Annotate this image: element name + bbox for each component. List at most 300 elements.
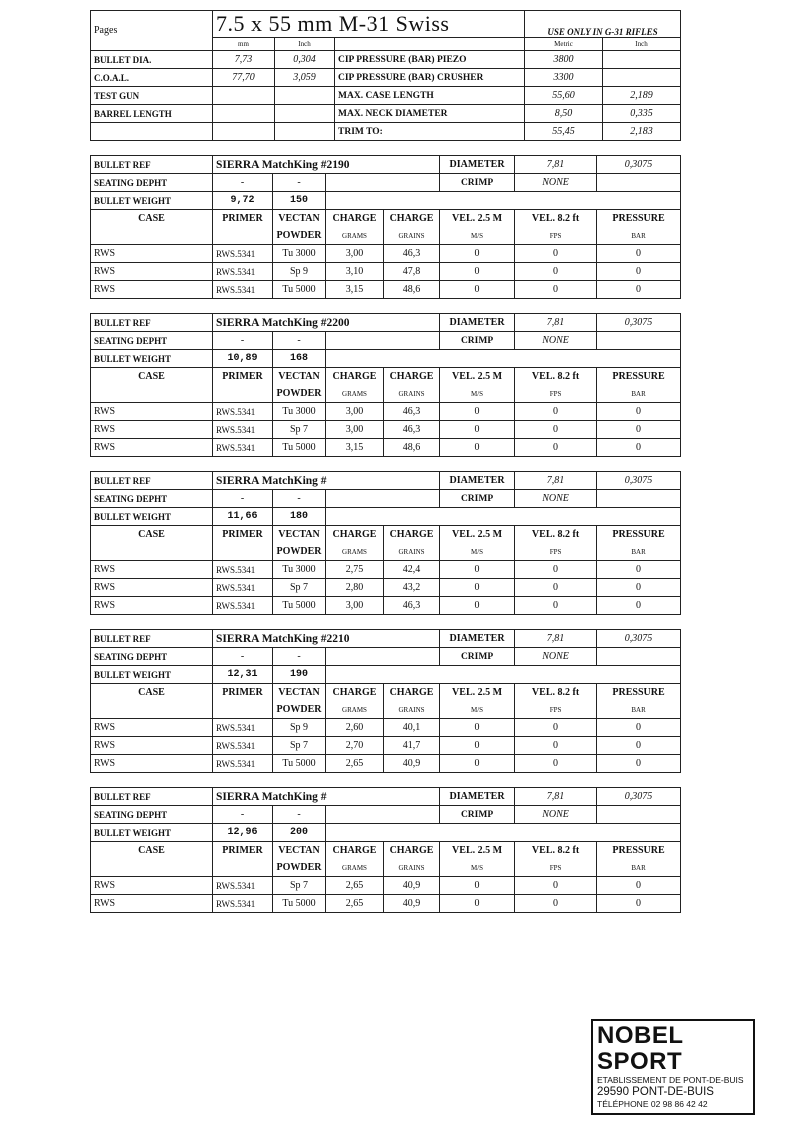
load-case: RWS: [91, 579, 213, 597]
header-velocity-ft: VEL. 8.2 ft: [515, 526, 597, 544]
load-velocity-ms: 0: [440, 439, 515, 457]
load-units-row: [91, 701, 681, 719]
header-velocity-m: VEL. 2.5 M: [440, 210, 515, 228]
header-case: CASE: [91, 684, 213, 702]
diameter-label: DIAMETER: [440, 156, 515, 174]
load-pressure: 0: [597, 421, 681, 439]
load-row: [91, 737, 681, 755]
load-velocity-fps: 0: [515, 421, 597, 439]
crimp-spacer: [597, 648, 681, 666]
header-vectan: VECTAN: [273, 368, 326, 386]
load-pressure: 0: [597, 755, 681, 773]
crimp-spacer: [597, 806, 681, 824]
seating-row: [91, 806, 681, 824]
spec-metric: 3800: [525, 51, 603, 69]
load-grams: 3,15: [326, 439, 384, 457]
header-charge-grains: CHARGE: [384, 210, 440, 228]
diameter-metric: 7,81: [515, 472, 597, 490]
bullet-weight-row: [91, 666, 681, 684]
header-case: CASE: [91, 526, 213, 544]
bullet-weight-grams: 12,96: [213, 824, 273, 842]
header-vectan: VECTAN: [273, 526, 326, 544]
load-pressure: 0: [597, 439, 681, 457]
load-row: [91, 421, 681, 439]
units-grains: GRAINS: [384, 701, 440, 719]
unit-mm: mm: [213, 38, 275, 51]
header-velocity-m: VEL. 2.5 M: [440, 684, 515, 702]
spec-inch-value: 2,183: [603, 123, 681, 141]
load-grams: 2,75: [326, 561, 384, 579]
bullet-weight-row: [91, 350, 681, 368]
bullet-weight-spacer: [326, 824, 681, 842]
header-pressure: PRESSURE: [597, 210, 681, 228]
load-velocity-fps: 0: [515, 895, 597, 913]
crimp-label: CRIMP: [440, 648, 515, 666]
bullet-ref-label: BULLET REF: [91, 472, 213, 490]
header-charge-grams: CHARGE: [326, 684, 384, 702]
spec-label: BULLET DIA.: [91, 51, 213, 69]
bullet-weight-grams: 12,31: [213, 666, 273, 684]
diameter-metric: 7,81: [515, 314, 597, 332]
load-primer: RWS.5341: [213, 719, 273, 737]
load-data-sheet: [90, 10, 680, 913]
crimp-label: CRIMP: [440, 490, 515, 508]
spec-inch: 0,304: [275, 51, 335, 69]
spec-inch: [275, 105, 335, 123]
spec-mm: 77,70: [213, 69, 275, 87]
load-velocity-ms: 0: [440, 579, 515, 597]
load-row: [91, 895, 681, 913]
load-velocity-fps: 0: [515, 245, 597, 263]
crimp-value: NONE: [515, 490, 597, 508]
load-grains: 46,3: [384, 245, 440, 263]
seating-row: [91, 174, 681, 192]
header-velocity-ft: VEL. 8.2 ft: [515, 368, 597, 386]
header-case: CASE: [91, 210, 213, 228]
bullet-ref-label: BULLET REF: [91, 156, 213, 174]
unit-spacer: [335, 38, 525, 51]
load-powder: Tu 5000: [273, 281, 326, 299]
company-establishment: ETABLISSEMENT DE PONT-DE-BUIS: [597, 1075, 744, 1085]
header-charge-grains: CHARGE: [384, 684, 440, 702]
header-primer: PRIMER: [213, 526, 273, 544]
load-velocity-ms: 0: [440, 245, 515, 263]
units-fps: FPS: [515, 385, 597, 403]
bullet-ref-value: SIERRA MatchKing #2200: [213, 314, 440, 332]
spec-mm: 7,73: [213, 51, 275, 69]
spec-mm: [213, 87, 275, 105]
load-powder: Tu 5000: [273, 755, 326, 773]
spec-inch-value: [603, 69, 681, 87]
load-grains: 40,9: [384, 895, 440, 913]
bullet-weight-grains: 168: [273, 350, 326, 368]
spec-property: MAX. CASE LENGTH: [335, 87, 525, 105]
bullet-sections: [90, 155, 680, 913]
bullet-weight-row: [91, 192, 681, 210]
load-powder: Sp 9: [273, 263, 326, 281]
load-grams: 3,00: [326, 421, 384, 439]
crimp-label: CRIMP: [440, 806, 515, 824]
load-grains: 40,1: [384, 719, 440, 737]
spec-metric: 8,50: [525, 105, 603, 123]
seating-spacer: [326, 490, 440, 508]
bullet-ref-value: SIERRA MatchKing #2190: [213, 156, 440, 174]
load-grains: 48,6: [384, 439, 440, 457]
load-velocity-ms: 0: [440, 737, 515, 755]
header-charge-grains: CHARGE: [384, 526, 440, 544]
load-pressure: 0: [597, 895, 681, 913]
load-case: RWS: [91, 263, 213, 281]
cartridge-spec-table: [90, 10, 681, 141]
load-grams: 2,65: [326, 755, 384, 773]
load-row: [91, 263, 681, 281]
load-velocity-ms: 0: [440, 403, 515, 421]
load-header-row: [91, 368, 681, 386]
seating-spacer: [326, 648, 440, 666]
units-case: [91, 385, 213, 403]
bullet-weight-spacer: [326, 192, 681, 210]
company-name: NOBEL SPORT: [597, 1022, 684, 1075]
bullet-weight-label: BULLET WEIGHT: [91, 508, 213, 526]
bullet-section-table: [90, 471, 681, 615]
spec-property: TRIM TO:: [335, 123, 525, 141]
spec-metric: 55,60: [525, 87, 603, 105]
load-pressure: 0: [597, 245, 681, 263]
header-pressure: PRESSURE: [597, 684, 681, 702]
load-powder: Sp 7: [273, 877, 326, 895]
crimp-value: NONE: [515, 332, 597, 350]
units-grams: GRAMS: [326, 701, 384, 719]
crimp-value: NONE: [515, 806, 597, 824]
load-velocity-fps: 0: [515, 737, 597, 755]
load-velocity-ms: 0: [440, 597, 515, 615]
units-primer: [213, 859, 273, 877]
units-primer: [213, 227, 273, 245]
bullet-ref-label: BULLET REF: [91, 788, 213, 806]
header-charge-grams: CHARGE: [326, 842, 384, 860]
load-primer: RWS.5341: [213, 561, 273, 579]
seating-label: SEATING DEPHT: [91, 806, 213, 824]
bullet-section-table: [90, 155, 681, 299]
units-case: [91, 701, 213, 719]
load-grams: 2,80: [326, 579, 384, 597]
units-powder: POWDER: [273, 385, 326, 403]
load-pressure: 0: [597, 403, 681, 421]
spec-inch-value: 2,189: [603, 87, 681, 105]
load-grams: 3,10: [326, 263, 384, 281]
spec-mm: [213, 105, 275, 123]
header-primer: PRIMER: [213, 368, 273, 386]
header-case: CASE: [91, 368, 213, 386]
load-powder: Sp 7: [273, 421, 326, 439]
units-powder: POWDER: [273, 701, 326, 719]
bullet-ref-value: SIERRA MatchKing #: [213, 788, 440, 806]
diameter-label: DIAMETER: [440, 630, 515, 648]
diameter-metric: 7,81: [515, 788, 597, 806]
load-velocity-ms: 0: [440, 755, 515, 773]
load-pressure: 0: [597, 561, 681, 579]
load-grams: 2,60: [326, 719, 384, 737]
load-velocity-fps: 0: [515, 281, 597, 299]
units-ms: M/S: [440, 543, 515, 561]
bullet-weight-label: BULLET WEIGHT: [91, 666, 213, 684]
diameter-inch: 0,3075: [597, 630, 681, 648]
units-fps: FPS: [515, 227, 597, 245]
spec-rows: [91, 51, 681, 141]
load-header-row: [91, 684, 681, 702]
page-subtitle: USE ONLY IN G-31 RIFLES: [525, 11, 681, 38]
diameter-inch: 0,3075: [597, 788, 681, 806]
load-case: RWS: [91, 597, 213, 615]
seating-spacer: [326, 806, 440, 824]
bullet-weight-spacer: [326, 508, 681, 526]
load-velocity-fps: 0: [515, 755, 597, 773]
spec-mm: [213, 123, 275, 141]
bullet-ref-value: SIERRA MatchKing #: [213, 472, 440, 490]
load-powder: Sp 9: [273, 719, 326, 737]
units-case: [91, 543, 213, 561]
seating-value-2: -: [273, 648, 326, 666]
header-charge-grains: CHARGE: [384, 842, 440, 860]
header-charge-grams: CHARGE: [326, 526, 384, 544]
header-velocity-ft: VEL. 8.2 ft: [515, 684, 597, 702]
header-pressure: PRESSURE: [597, 526, 681, 544]
bullet-weight-grains: 190: [273, 666, 326, 684]
units-primer: [213, 543, 273, 561]
seating-value-1: -: [213, 332, 273, 350]
load-velocity-fps: 0: [515, 403, 597, 421]
bullet-ref-label: BULLET REF: [91, 630, 213, 648]
header-velocity-m: VEL. 2.5 M: [440, 526, 515, 544]
units-grains: GRAINS: [384, 385, 440, 403]
spec-label: TEST GUN: [91, 87, 213, 105]
units-powder: POWDER: [273, 543, 326, 561]
header-charge-grams: CHARGE: [326, 368, 384, 386]
header-charge-grams: CHARGE: [326, 210, 384, 228]
load-grains: 46,3: [384, 421, 440, 439]
spec-metric: 3300: [525, 69, 603, 87]
load-row: [91, 719, 681, 737]
load-case: RWS: [91, 561, 213, 579]
seating-value-2: -: [273, 490, 326, 508]
load-row: [91, 561, 681, 579]
load-powder: Sp 7: [273, 737, 326, 755]
units-ms: M/S: [440, 859, 515, 877]
diameter-label: DIAMETER: [440, 314, 515, 332]
load-velocity-ms: 0: [440, 895, 515, 913]
spec-inch: [275, 123, 335, 141]
bullet-ref-row: [91, 630, 681, 648]
unit-inch: Inch: [275, 38, 335, 51]
bullet-weight-label: BULLET WEIGHT: [91, 192, 213, 210]
load-primer: RWS.5341: [213, 895, 273, 913]
bullet-weight-grains: 180: [273, 508, 326, 526]
load-primer: RWS.5341: [213, 421, 273, 439]
load-primer: RWS.5341: [213, 737, 273, 755]
load-powder: Tu 5000: [273, 597, 326, 615]
load-primer: RWS.5341: [213, 245, 273, 263]
load-case: RWS: [91, 245, 213, 263]
units-grains: GRAINS: [384, 543, 440, 561]
spec-inch-value: [603, 51, 681, 69]
bullet-ref-value: SIERRA MatchKing #2210: [213, 630, 440, 648]
units-grams: GRAMS: [326, 227, 384, 245]
load-primer: RWS.5341: [213, 263, 273, 281]
load-row: [91, 281, 681, 299]
units-ms: M/S: [440, 227, 515, 245]
load-case: RWS: [91, 403, 213, 421]
load-powder: Sp 7: [273, 579, 326, 597]
load-case: RWS: [91, 895, 213, 913]
diameter-inch: 0,3075: [597, 472, 681, 490]
units-ms: M/S: [440, 385, 515, 403]
load-velocity-fps: 0: [515, 561, 597, 579]
units-bar: BAR: [597, 543, 681, 561]
header-primer: PRIMER: [213, 210, 273, 228]
bullet-ref-row: [91, 314, 681, 332]
pages-label: Pages: [91, 11, 213, 51]
spec-inch: [275, 87, 335, 105]
units-grains: GRAINS: [384, 227, 440, 245]
load-grains: 47,8: [384, 263, 440, 281]
crimp-value: NONE: [515, 648, 597, 666]
spec-row: [91, 51, 681, 69]
crimp-spacer: [597, 174, 681, 192]
units-case: [91, 227, 213, 245]
load-grains: 48,6: [384, 281, 440, 299]
bullet-weight-grams: 10,89: [213, 350, 273, 368]
seating-label: SEATING DEPHT: [91, 332, 213, 350]
spec-label: [91, 123, 213, 141]
units-powder: POWDER: [273, 859, 326, 877]
load-grains: 46,3: [384, 597, 440, 615]
units-grains: GRAINS: [384, 859, 440, 877]
units-bar: BAR: [597, 227, 681, 245]
load-primer: RWS.5341: [213, 439, 273, 457]
crimp-spacer: [597, 332, 681, 350]
load-velocity-ms: 0: [440, 719, 515, 737]
units-fps: FPS: [515, 859, 597, 877]
load-grains: 41,7: [384, 737, 440, 755]
header-velocity-ft: VEL. 8.2 ft: [515, 842, 597, 860]
seating-value-2: -: [273, 806, 326, 824]
load-velocity-ms: 0: [440, 281, 515, 299]
seating-value-2: -: [273, 332, 326, 350]
load-case: RWS: [91, 439, 213, 457]
load-grams: 3,00: [326, 403, 384, 421]
bullet-weight-row: [91, 508, 681, 526]
spec-property: MAX. NECK DIAMETER: [335, 105, 525, 123]
load-header-row: [91, 842, 681, 860]
load-velocity-ms: 0: [440, 877, 515, 895]
load-grams: 2,65: [326, 877, 384, 895]
load-velocity-ms: 0: [440, 421, 515, 439]
units-fps: FPS: [515, 543, 597, 561]
header-velocity-m: VEL. 2.5 M: [440, 842, 515, 860]
seating-value-1: -: [213, 490, 273, 508]
diameter-metric: 7,81: [515, 630, 597, 648]
load-pressure: 0: [597, 737, 681, 755]
load-velocity-fps: 0: [515, 579, 597, 597]
load-units-row: [91, 385, 681, 403]
load-pressure: 0: [597, 597, 681, 615]
load-grains: 40,9: [384, 877, 440, 895]
load-units-row: [91, 543, 681, 561]
seating-value-1: -: [213, 648, 273, 666]
load-grains: 40,9: [384, 755, 440, 773]
header-velocity-ft: VEL. 8.2 ft: [515, 210, 597, 228]
seating-spacer: [326, 174, 440, 192]
page-title: 7.5 x 55 mm M-31 Swiss: [213, 11, 525, 38]
seating-row: [91, 648, 681, 666]
header-pressure: PRESSURE: [597, 368, 681, 386]
load-pressure: 0: [597, 263, 681, 281]
load-header-row: [91, 210, 681, 228]
load-pressure: 0: [597, 579, 681, 597]
diameter-metric: 7,81: [515, 156, 597, 174]
load-units-row: [91, 227, 681, 245]
spec-metric: 55,45: [525, 123, 603, 141]
units-ms: M/S: [440, 701, 515, 719]
spec-property: CIP PRESSURE (BAR) PIEZO: [335, 51, 525, 69]
company-phone: TÉLÉPHONE 02 98 86 42 42: [597, 1099, 708, 1109]
bullet-weight-spacer: [326, 350, 681, 368]
load-velocity-fps: 0: [515, 597, 597, 615]
load-row: [91, 877, 681, 895]
units-case: [91, 859, 213, 877]
header-case: CASE: [91, 842, 213, 860]
spec-label: C.O.A.L.: [91, 69, 213, 87]
spec-row: [91, 69, 681, 87]
seating-label: SEATING DEPHT: [91, 174, 213, 192]
load-row: [91, 755, 681, 773]
bullet-weight-row: [91, 824, 681, 842]
spec-property: CIP PRESSURE (BAR) CRUSHER: [335, 69, 525, 87]
load-grams: 3,00: [326, 597, 384, 615]
load-velocity-ms: 0: [440, 561, 515, 579]
load-grams: 3,00: [326, 245, 384, 263]
bullet-weight-grains: 150: [273, 192, 326, 210]
load-powder: Tu 3000: [273, 561, 326, 579]
seating-value-2: -: [273, 174, 326, 192]
load-pressure: 0: [597, 281, 681, 299]
seating-label: SEATING DEPHT: [91, 490, 213, 508]
load-pressure: 0: [597, 719, 681, 737]
load-powder: Tu 3000: [273, 403, 326, 421]
units-grams: GRAMS: [326, 385, 384, 403]
load-primer: RWS.5341: [213, 877, 273, 895]
bullet-ref-row: [91, 788, 681, 806]
units-bar: BAR: [597, 385, 681, 403]
header-primer: PRIMER: [213, 684, 273, 702]
load-primer: RWS.5341: [213, 755, 273, 773]
seating-spacer: [326, 332, 440, 350]
spec-row: [91, 87, 681, 105]
spec-inch: 3,059: [275, 69, 335, 87]
bullet-weight-grams: 9,72: [213, 192, 273, 210]
load-primer: RWS.5341: [213, 597, 273, 615]
spec-row: [91, 123, 681, 141]
units-grams: GRAMS: [326, 859, 384, 877]
load-primer: RWS.5341: [213, 403, 273, 421]
units-bar: BAR: [597, 859, 681, 877]
company-address: 29590 PONT-DE-BUIS: [597, 1086, 714, 1098]
load-powder: Tu 5000: [273, 895, 326, 913]
units-grams: GRAMS: [326, 543, 384, 561]
load-case: RWS: [91, 281, 213, 299]
units-fps: FPS: [515, 701, 597, 719]
spec-inch-value: 0,335: [603, 105, 681, 123]
